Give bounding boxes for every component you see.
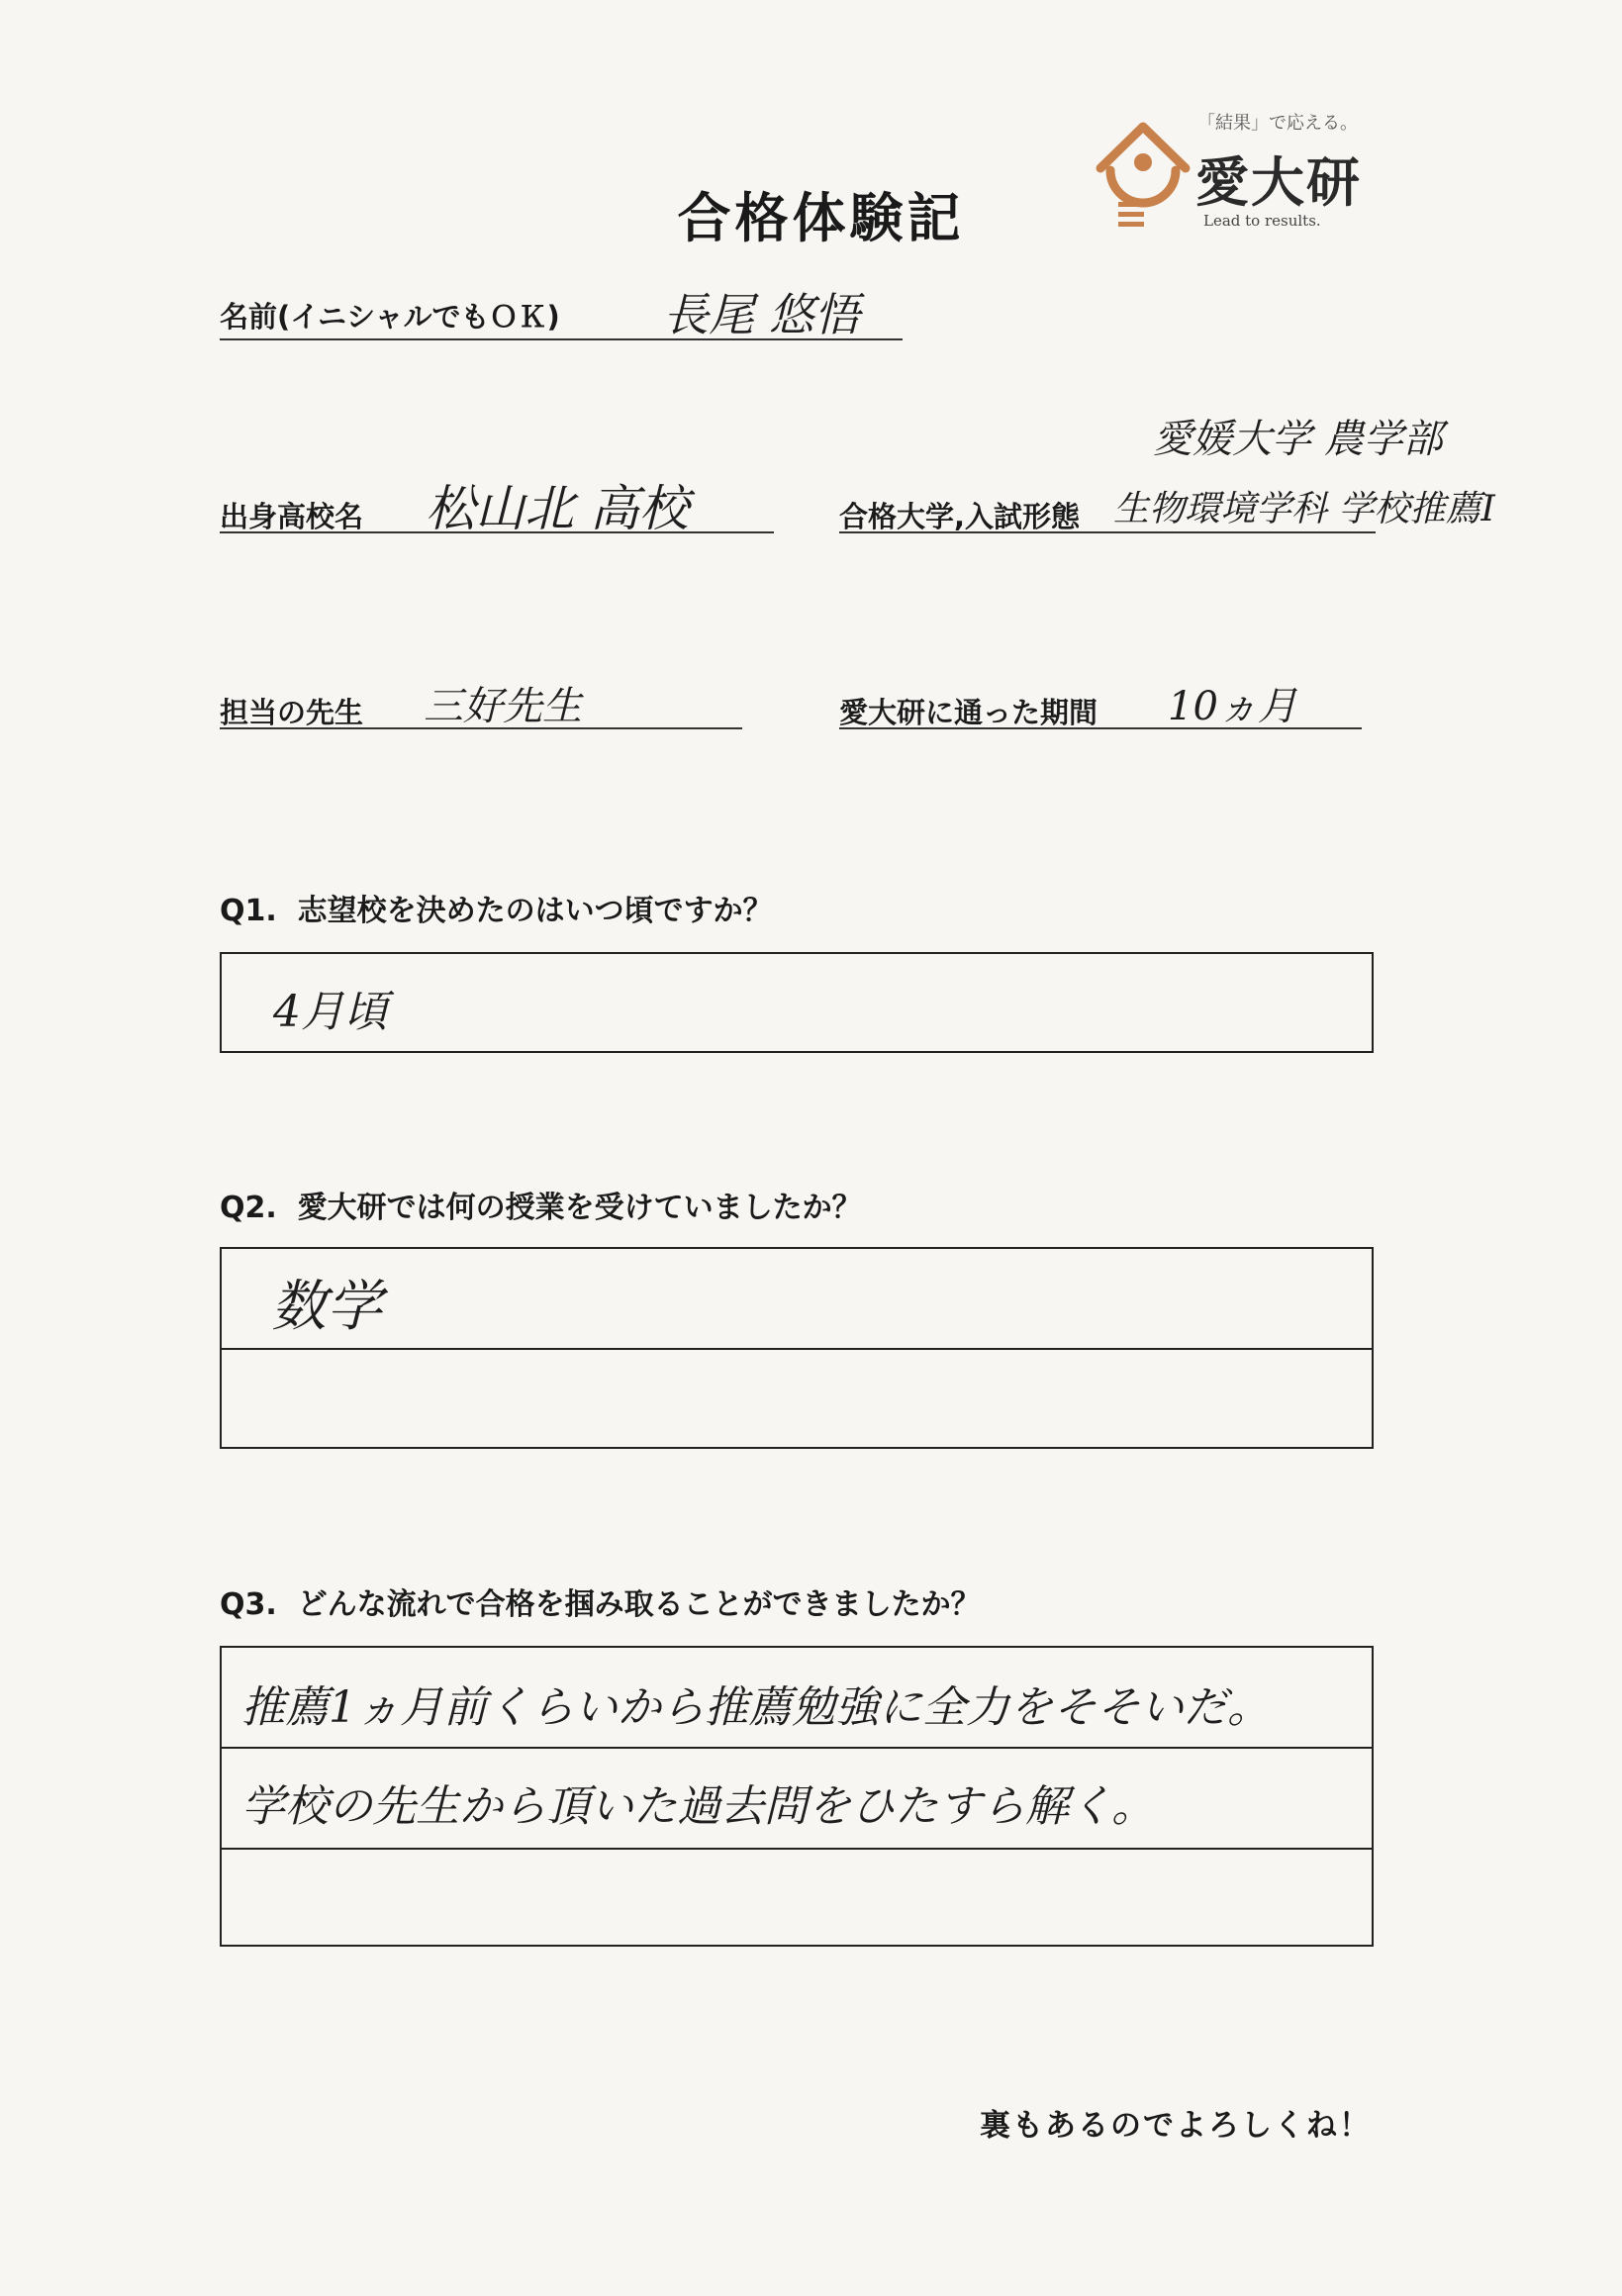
q1-number: Q1. <box>220 894 277 928</box>
footer-note: 裏もあるのでよろしくね！ <box>980 2108 1372 2144</box>
teacher-label: 担当の先生 <box>220 696 364 729</box>
q2-row-divider <box>222 1348 1372 1350</box>
q3-answer-line2: 学校の先生から頂いた過去問をひたすら解く。 <box>241 1781 1156 1832</box>
q2-answer-box <box>220 1247 1374 1449</box>
q1-answer-box <box>220 952 1374 1053</box>
school-label: 出身高校名 <box>220 500 364 533</box>
q3-row-divider-2 <box>222 1848 1372 1850</box>
q1-text: 志望校を決めたのはいつ頃ですか？ <box>297 894 773 928</box>
school-value: 松山北 高校 <box>426 480 689 537</box>
logo-subtitle: Lead to results. <box>1203 212 1321 230</box>
q2-question <box>220 1183 862 1226</box>
university-value-line1: 愛媛大学 農学部 <box>1153 417 1443 462</box>
period-underline <box>839 727 1362 729</box>
name-value: 長尾 悠悟 <box>663 288 860 341</box>
q3-answer-box <box>220 1646 1374 1947</box>
teacher-underline <box>220 727 742 729</box>
logo-tagline: 「結果」で応える。 <box>1197 113 1358 134</box>
period-value: 10ヵ月 <box>1168 684 1297 729</box>
q3-question <box>220 1579 981 1623</box>
teacher-value: 三好先生 <box>424 684 582 729</box>
q3-answer-line1: 推薦1ヵ月前くらいから推薦勉強に全力をそそいだ。 <box>241 1682 1271 1733</box>
logo-name: 愛大研 <box>1195 151 1362 214</box>
university-label: 合格大学,入試形態 <box>839 500 1081 533</box>
q3-text: どんな流れで合格を掴み取ることができましたか？ <box>297 1587 981 1622</box>
university-value-line2: 生物環境学科 学校推薦Ⅰ <box>1113 489 1495 529</box>
q3-number: Q3. <box>220 1587 277 1622</box>
period-label: 愛大研に通った期間 <box>839 696 1098 729</box>
university-underline <box>839 531 1376 533</box>
q2-text: 愛大研では何の授業を受けていましたか？ <box>297 1191 862 1225</box>
page-title: 合格体験記 <box>677 187 965 249</box>
q2-answer: 数学 <box>271 1275 382 1339</box>
q3-row-divider-1 <box>222 1747 1372 1749</box>
q1-answer: 4月頃 <box>273 987 388 1037</box>
name-label: 名前(イニシャルでもＯＫ) <box>220 300 560 334</box>
name-underline <box>220 338 903 340</box>
q2-number: Q2. <box>220 1191 277 1225</box>
q1-question <box>220 886 773 929</box>
school-underline <box>220 531 774 533</box>
